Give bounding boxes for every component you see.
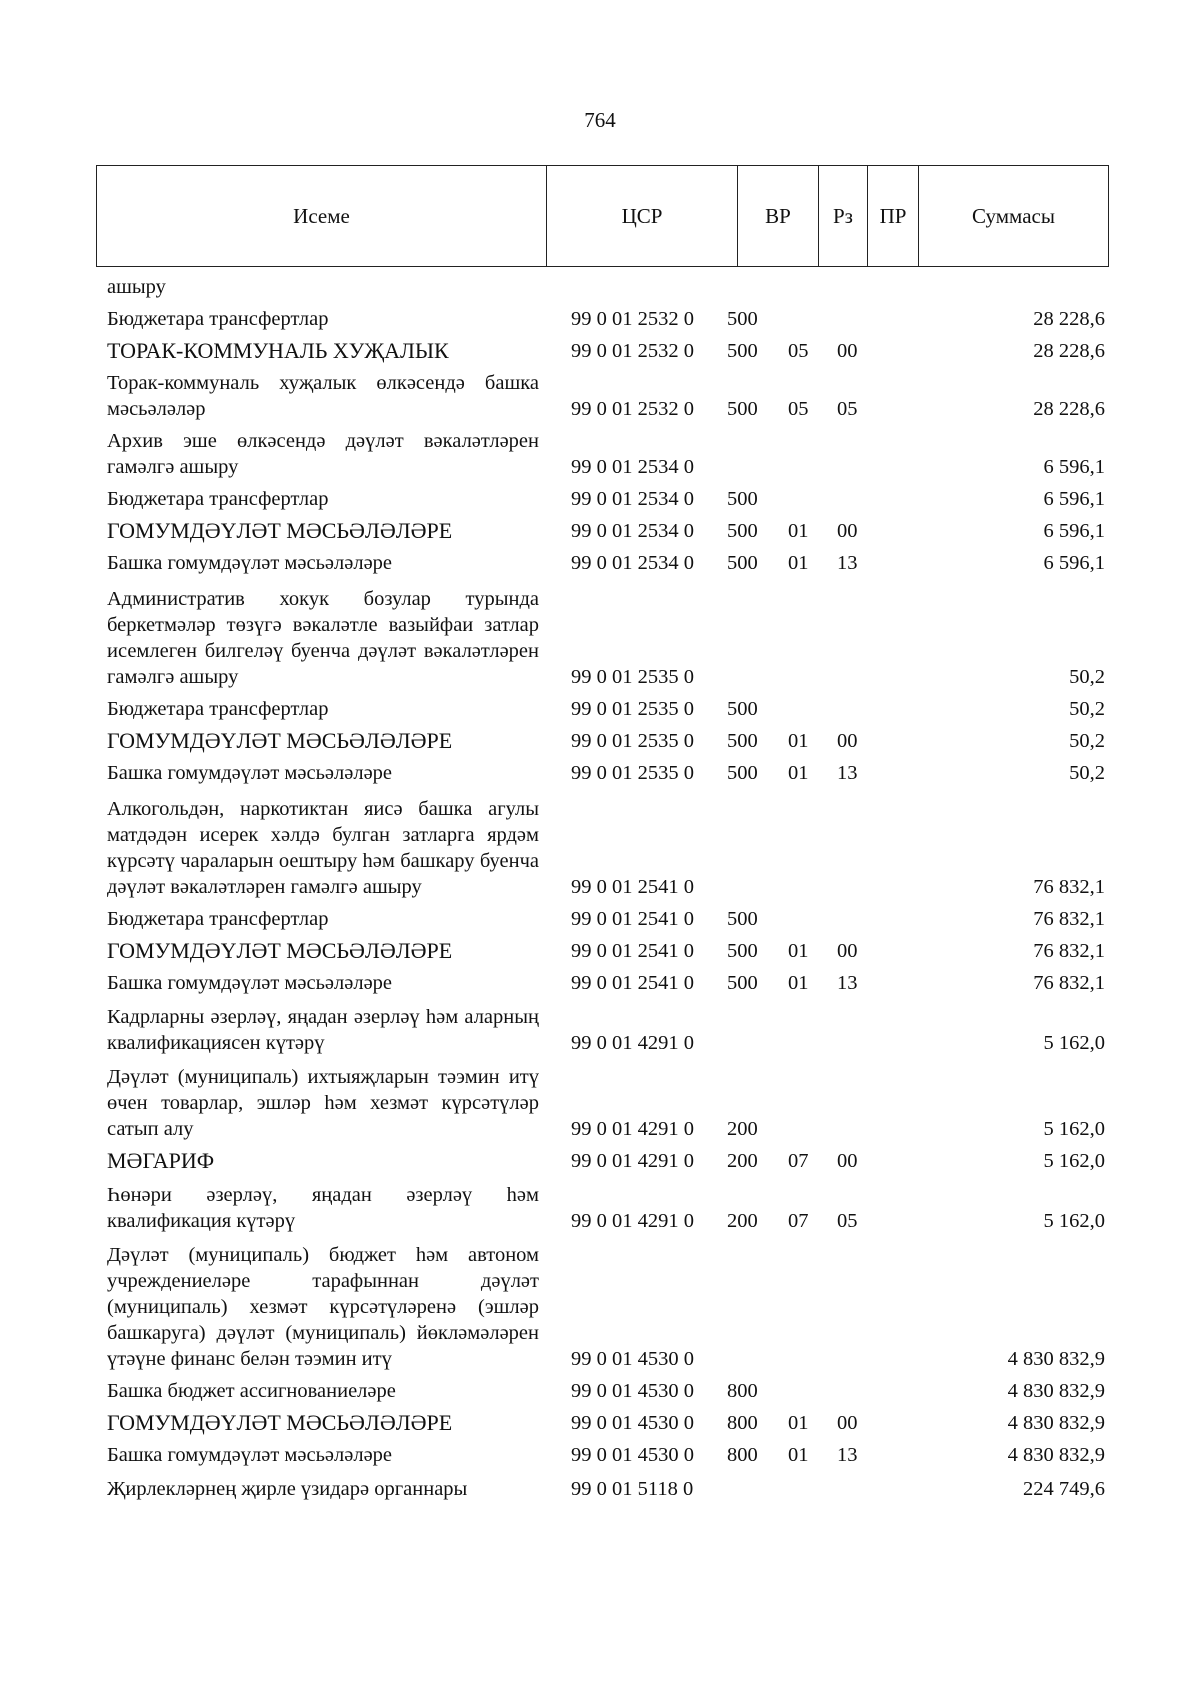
row-sum: 6 596,1 <box>1043 520 1105 542</box>
header-sum: Суммасы <box>919 166 1109 267</box>
table-row <box>107 338 1107 364</box>
table-row <box>107 796 1107 900</box>
table-row <box>107 1148 1107 1174</box>
row-vr: 500 <box>727 552 758 574</box>
row-sum: 224 749,6 <box>1023 1478 1105 1500</box>
header-vr: ВР <box>738 166 819 267</box>
row-sum: 4 830 832,9 <box>1007 1444 1105 1466</box>
table-row <box>107 1442 1107 1468</box>
row-sum: 5 162,0 <box>1043 1032 1105 1054</box>
row-name: Архив эше өлкәсендә дәүләт вәкаләтләрен гамәлгә ашыру <box>107 430 539 478</box>
row-csr: 99 0 01 4291 0 <box>571 1210 694 1232</box>
row-name: ТОРАК-КОММУНАЛЬ ХУҖАЛЫК <box>107 338 449 363</box>
row-name: Башка гомумдәүләт мәсьәләләре <box>107 972 393 994</box>
row-csr: 99 0 01 2535 0 <box>571 666 694 688</box>
row-sum: 76 832,1 <box>1033 972 1105 994</box>
row-vr: 800 <box>727 1380 758 1402</box>
row-rz: 07 <box>788 1210 809 1232</box>
table-row <box>107 1182 1107 1234</box>
page-number: 764 <box>584 108 616 132</box>
table-row <box>107 760 1107 786</box>
table-row <box>107 428 1107 480</box>
row-vr: 500 <box>727 762 758 784</box>
row-csr: 99 0 01 2535 0 <box>571 762 694 784</box>
row-csr: 99 0 01 2541 0 <box>571 908 694 930</box>
row-sum: 28 228,6 <box>1033 398 1105 420</box>
row-csr: 99 0 01 2532 0 <box>571 308 694 330</box>
row-sum: 50,2 <box>1069 666 1105 688</box>
row-vr: 500 <box>727 908 758 930</box>
row-sum: 6 596,1 <box>1043 456 1105 478</box>
row-pr: 05 <box>837 398 858 420</box>
table-row <box>107 486 1107 512</box>
row-csr: 99 0 01 4291 0 <box>571 1118 694 1140</box>
row-name: Торак-коммуналь хуҗалык өлкәсендә башка мәсьәләләр <box>107 372 539 420</box>
row-csr: 99 0 01 2534 0 <box>571 520 694 542</box>
row-vr: 500 <box>727 488 758 510</box>
row-pr: 05 <box>837 1210 858 1232</box>
row-rz: 01 <box>788 940 809 962</box>
row-csr: 99 0 01 2532 0 <box>571 398 694 420</box>
row-sum: 4 830 832,9 <box>1007 1412 1105 1434</box>
table-body <box>107 268 1107 1502</box>
table-row <box>107 906 1107 932</box>
row-sum: 50,2 <box>1069 730 1105 752</box>
row-sum: 6 596,1 <box>1043 488 1105 510</box>
row-csr: 99 0 01 4291 0 <box>571 1032 694 1054</box>
row-vr: 500 <box>727 698 758 720</box>
row-sum: 50,2 <box>1069 698 1105 720</box>
row-name: Кадрларны әзерләү, яңадан әзерләү һәм аларның квалификациясен күтәрү <box>107 1006 539 1054</box>
row-vr: 500 <box>727 340 758 362</box>
row-pr: 00 <box>837 730 858 752</box>
row-name: Дәүләт (муниципаль) ихтыяҗларын тәэмин итү өчен товарлар, эшләр һәм хезмәт күрсәтүләр сатып алу <box>107 1066 539 1140</box>
row-sum: 5 162,0 <box>1043 1210 1105 1232</box>
row-name: ашыру <box>107 276 166 298</box>
row-csr: 99 0 01 2532 0 <box>571 340 694 362</box>
row-sum: 4 830 832,9 <box>1007 1348 1105 1370</box>
row-name: ГОМУМДӘҮЛӘТ МӘСЬӘЛӘЛӘРЕ <box>107 1410 453 1435</box>
table-row <box>107 1004 1107 1056</box>
row-csr: 99 0 01 5118 0 <box>571 1478 694 1500</box>
row-rz: 01 <box>788 552 809 574</box>
row-csr: 99 0 01 2541 0 <box>571 940 694 962</box>
row-csr: 99 0 01 2534 0 <box>571 552 694 574</box>
table-row <box>107 370 1107 422</box>
row-pr: 00 <box>837 520 858 542</box>
row-rz: 05 <box>788 340 809 362</box>
row-sum: 50,2 <box>1069 762 1105 784</box>
table-row <box>107 1242 1107 1372</box>
row-vr: 500 <box>727 940 758 962</box>
row-pr: 00 <box>837 1150 858 1172</box>
table-row <box>107 1476 1107 1502</box>
row-csr: 99 0 01 4530 0 <box>571 1348 694 1370</box>
row-name: Һөнәри әзерләү, яңадан әзерләү һәм квалификация күтәрү <box>107 1184 539 1232</box>
row-name: Бюджетара трансфертлар <box>107 698 329 720</box>
row-csr: 99 0 01 4530 0 <box>571 1380 694 1402</box>
row-name: Башка бюджет ассигнованиеләре <box>107 1380 396 1402</box>
table-row <box>107 696 1107 722</box>
row-vr: 800 <box>727 1444 758 1466</box>
row-csr: 99 0 01 2541 0 <box>571 972 694 994</box>
table-row <box>107 1378 1107 1404</box>
row-sum: 5 162,0 <box>1043 1150 1105 1172</box>
row-name: Административ хокук бозулар турында беркетмәләр төзүгә вәкаләтле вазыйфаи затлар исемлеген билгеләү буенча дәүләт вәкаләтләрен гамәлгә ашыру <box>107 588 539 688</box>
row-vr: 500 <box>727 520 758 542</box>
header-rz: Рз <box>819 166 868 267</box>
row-name: Бюджетара трансфертлар <box>107 308 329 330</box>
row-name: Дәүләт (муниципаль) бюджет һәм автоном учреждениеләре тарафыннан дәүләт (муниципаль) хезмәт күрсәтүләренә (эшләр башкаруга) дәүләт (муниципаль) йөкләмәләрен үтәүне финанс белән тәэмин итү <box>107 1244 539 1370</box>
row-name: ГОМУМДӘҮЛӘТ МӘСЬӘЛӘЛӘРЕ <box>107 518 453 543</box>
row-vr: 500 <box>727 308 758 330</box>
row-name: Бюджетара трансфертлар <box>107 488 329 510</box>
row-rz: 01 <box>788 520 809 542</box>
row-rz: 05 <box>788 398 809 420</box>
row-pr: 00 <box>837 340 858 362</box>
row-vr: 500 <box>727 398 758 420</box>
row-sum: 76 832,1 <box>1033 908 1105 930</box>
table-header <box>96 165 1109 267</box>
row-rz: 01 <box>788 762 809 784</box>
row-sum: 4 830 832,9 <box>1007 1380 1105 1402</box>
row-name: ГОМУМДӘҮЛӘТ МӘСЬӘЛӘЛӘРЕ <box>107 938 453 963</box>
row-vr: 200 <box>727 1210 758 1232</box>
row-vr: 800 <box>727 1412 758 1434</box>
row-csr: 99 0 01 2541 0 <box>571 876 694 898</box>
row-name: Җирлекләрнең җирле үзидарә органнары <box>107 1478 468 1500</box>
row-rz: 01 <box>788 730 809 752</box>
row-sum: 5 162,0 <box>1043 1118 1105 1140</box>
row-rz: 01 <box>788 1412 809 1434</box>
row-vr: 200 <box>727 1150 758 1172</box>
row-vr: 500 <box>727 972 758 994</box>
row-name: МӘГАРИФ <box>107 1148 215 1173</box>
row-pr: 13 <box>837 1444 858 1466</box>
row-pr: 00 <box>837 940 858 962</box>
row-rz: 07 <box>788 1150 809 1172</box>
row-name: Бюджетара трансфертлар <box>107 908 329 930</box>
row-name: Башка гомумдәүләт мәсьәләләре <box>107 1444 393 1466</box>
row-csr: 99 0 01 2534 0 <box>571 488 694 510</box>
row-name: Алкогольдән, наркотиктан яисә башка агулы матдәдән исерек хәлдә булган затларга ярдәм күрсәтү чараларын оештыру һәм башкару буенча дәүләт вәкаләтләрен гамәлгә ашыру <box>107 798 539 898</box>
row-csr: 99 0 01 4530 0 <box>571 1444 694 1466</box>
row-pr: 13 <box>837 972 858 994</box>
row-rz: 01 <box>788 1444 809 1466</box>
row-name: Башка гомумдәүләт мәсьәләләре <box>107 762 393 784</box>
row-sum: 76 832,1 <box>1033 940 1105 962</box>
table-row <box>107 1410 1107 1436</box>
table-row <box>107 274 1107 300</box>
row-sum: 6 596,1 <box>1043 552 1105 574</box>
row-csr: 99 0 01 4291 0 <box>571 1150 694 1172</box>
row-vr: 200 <box>727 1118 758 1140</box>
table-row <box>107 728 1107 754</box>
table-row <box>107 1064 1107 1142</box>
table-row <box>107 938 1107 964</box>
row-pr: 13 <box>837 552 858 574</box>
table-row <box>107 586 1107 690</box>
row-pr: 13 <box>837 762 858 784</box>
row-sum: 76 832,1 <box>1033 876 1105 898</box>
row-csr: 99 0 01 2534 0 <box>571 456 694 478</box>
row-vr: 500 <box>727 730 758 752</box>
row-sum: 28 228,6 <box>1033 340 1105 362</box>
header-csr: ЦСР <box>547 166 738 267</box>
row-csr: 99 0 01 2535 0 <box>571 698 694 720</box>
table-row <box>107 550 1107 576</box>
table-row <box>107 518 1107 544</box>
header-name: Исеме <box>97 166 547 267</box>
table-row <box>107 306 1107 332</box>
row-rz: 01 <box>788 972 809 994</box>
row-csr: 99 0 01 4530 0 <box>571 1412 694 1434</box>
row-name: Башка гомумдәүләт мәсьәләләре <box>107 552 393 574</box>
row-pr: 00 <box>837 1412 858 1434</box>
row-name: ГОМУМДӘҮЛӘТ МӘСЬӘЛӘЛӘРЕ <box>107 728 453 753</box>
header-pr: ПР <box>868 166 919 267</box>
table-row <box>107 970 1107 996</box>
row-sum: 28 228,6 <box>1033 308 1105 330</box>
row-csr: 99 0 01 2535 0 <box>571 730 694 752</box>
